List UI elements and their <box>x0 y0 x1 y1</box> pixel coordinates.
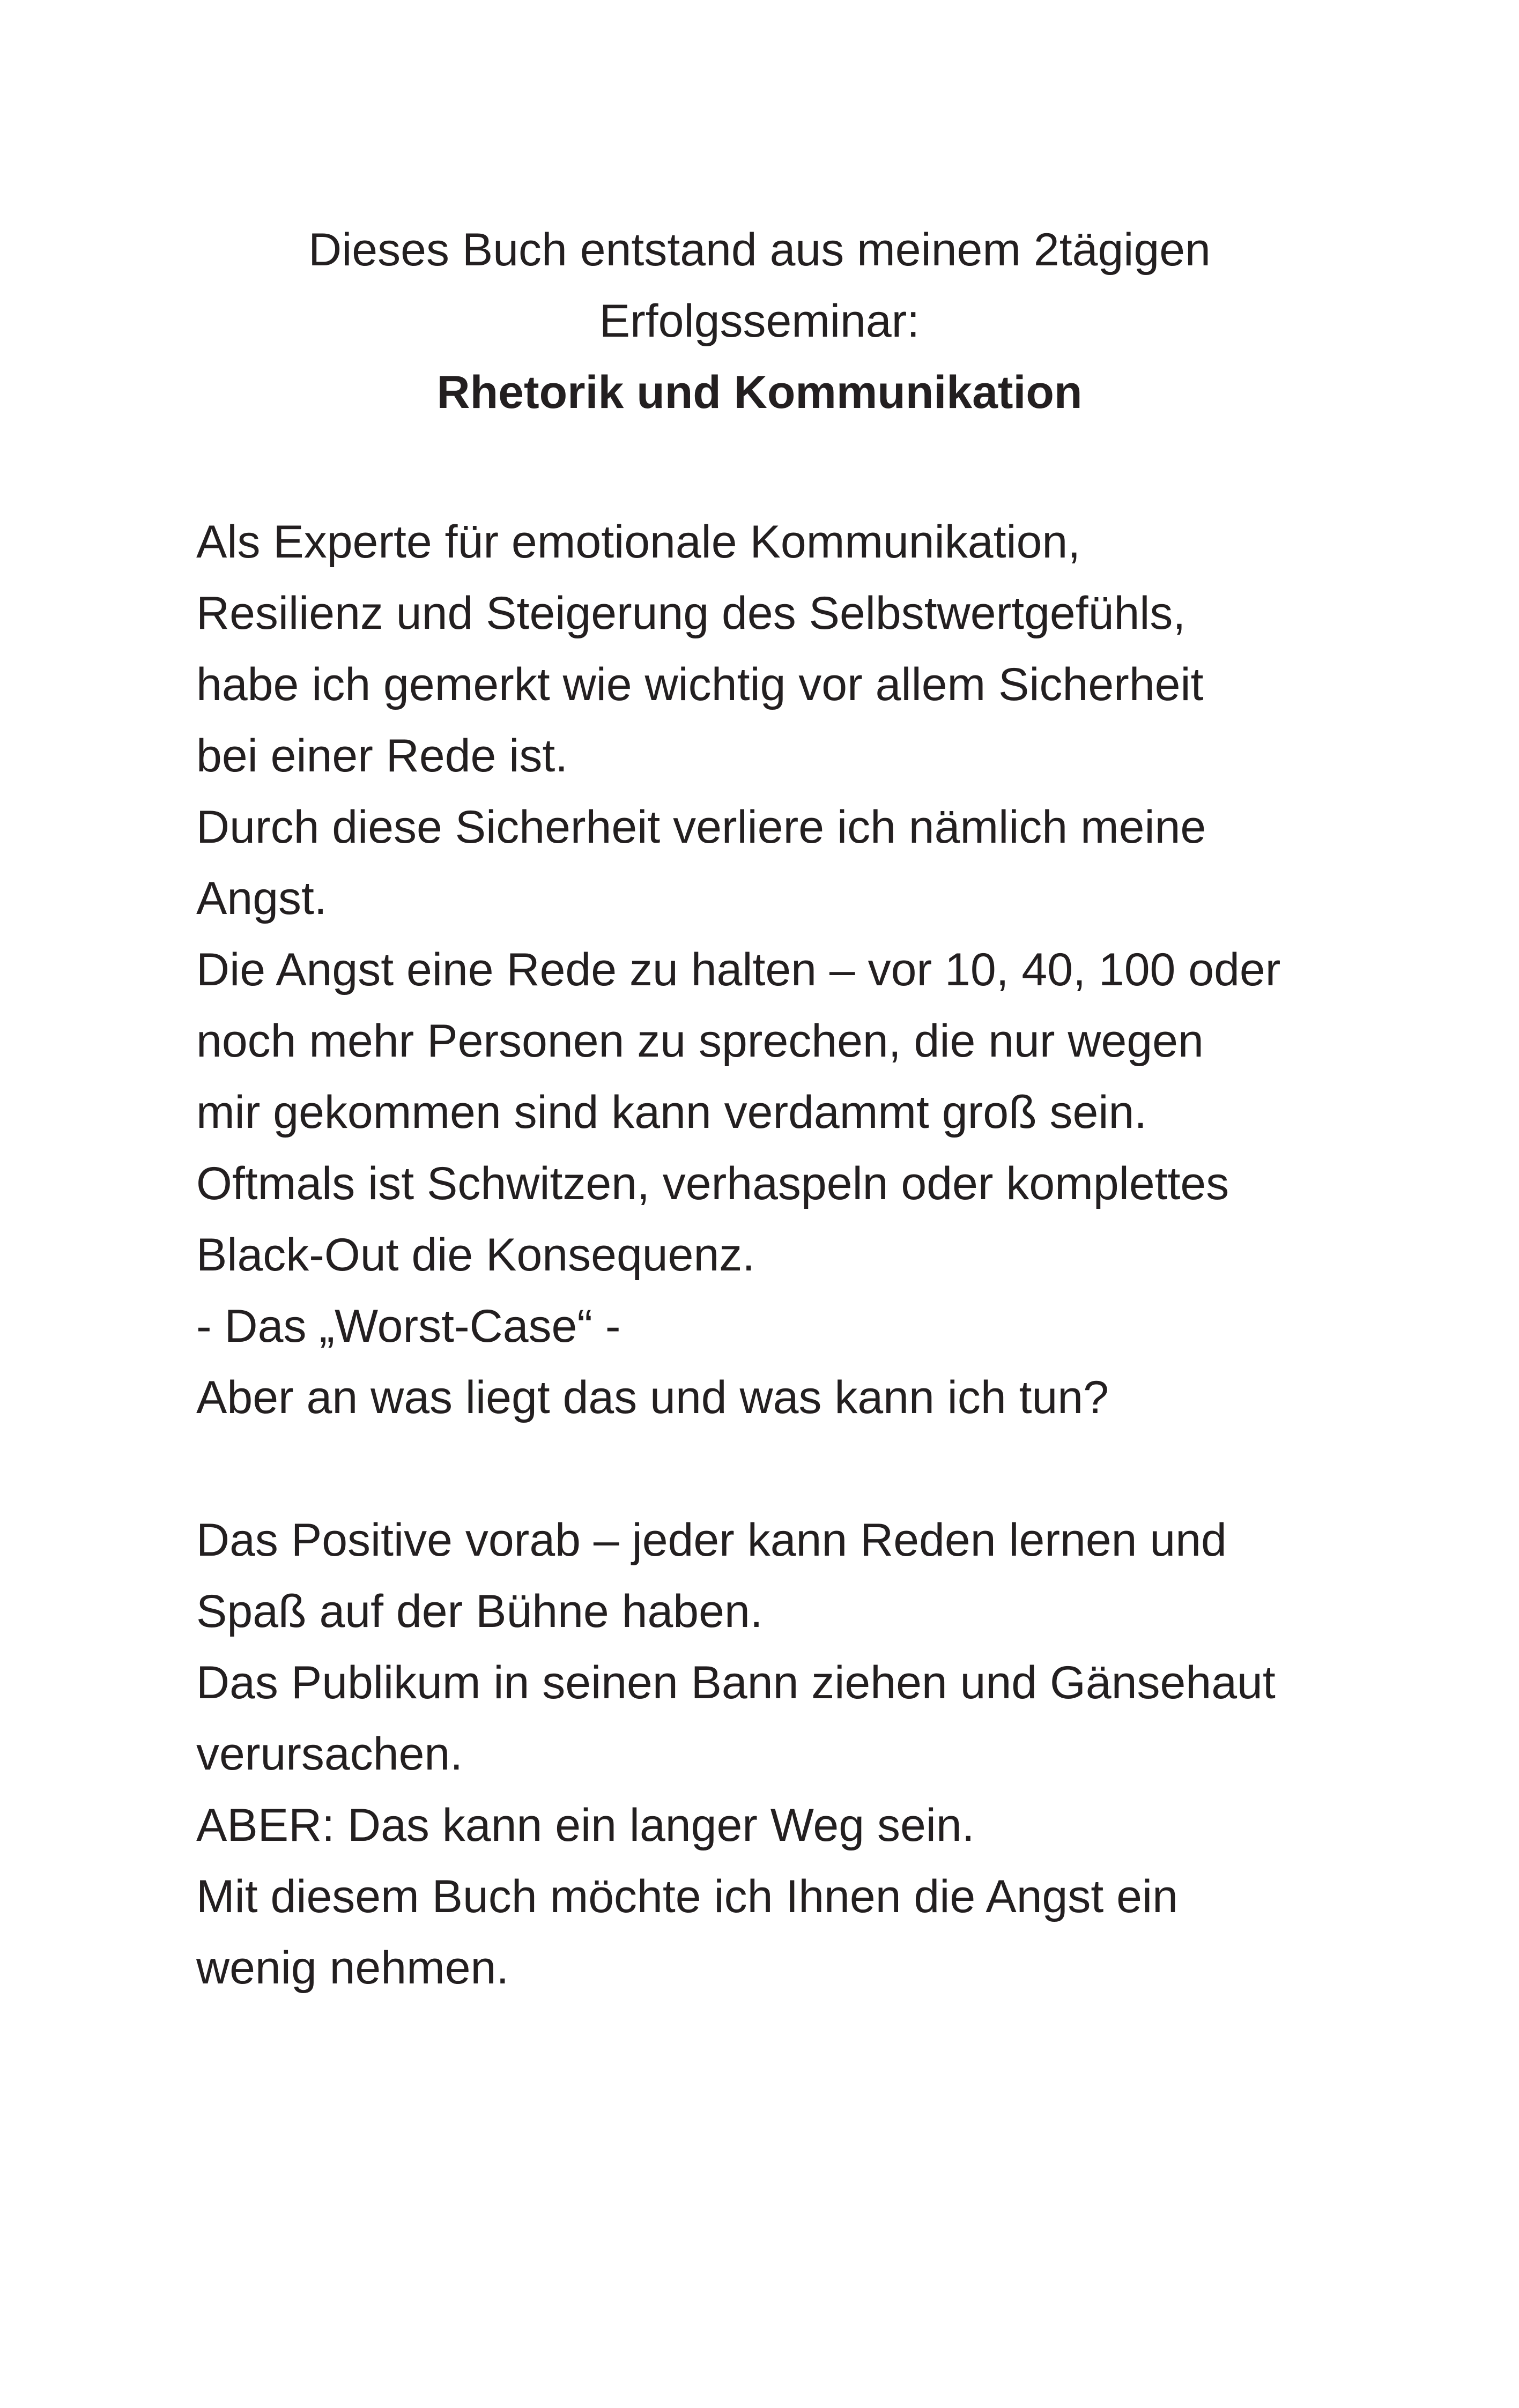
intro-line-2: Erfolgsseminar: <box>599 295 920 347</box>
text-line: - Das „Worst-Case“ - <box>196 1300 621 1352</box>
text-line: Als Experte für emotionale Kommunikation, <box>196 516 1081 568</box>
main-text <box>196 507 1403 2004</box>
seminar-title: Rhetorik und Kommunikation <box>436 367 1083 418</box>
text-line: bei einer Rede ist. <box>196 730 568 782</box>
text-line: verursachen. <box>196 1728 463 1780</box>
paragraph-gap <box>196 1433 1403 1505</box>
text-line: Die Angst eine Rede zu halten – vor 10, 40, 100 oder <box>196 944 1281 995</box>
text-line: noch mehr Personen zu sprechen, die nur wegen <box>196 1015 1204 1067</box>
text-line: Das Publikum in seinen Bann ziehen und Gänsehaut <box>196 1657 1276 1708</box>
text-line: mir gekommen sind kann verdammt groß sein. <box>196 1087 1147 1138</box>
text-line: Oftmals ist Schwitzen, verhaspeln oder komplettes <box>196 1158 1229 1209</box>
text-line: Das Positive vorab – jeder kann Reden lernen und <box>196 1514 1227 1566</box>
intro-block <box>0 214 1519 428</box>
paragraph-2 <box>196 1505 1403 2004</box>
text-line: Angst. <box>196 873 327 924</box>
text-line: Durch diese Sicherheit verliere ich nämlich meine <box>196 801 1206 853</box>
text-line: Spaß auf der Bühne haben. <box>196 1586 763 1637</box>
text-line: wenig nehmen. <box>196 1942 509 1994</box>
text-line: Aber an was liegt das und was kann ich tun? <box>196 1372 1109 1423</box>
text-line: ABER: Das kann ein langer Weg sein. <box>196 1800 975 1851</box>
text-line: Black-Out die Konsequenz. <box>196 1229 755 1281</box>
paragraph-1 <box>196 507 1403 1433</box>
intro-line-1: Dieses Buch entstand aus meinem 2tägigen <box>308 224 1211 276</box>
text-line: Resilienz und Steigerung des Selbstwertgefühls, <box>196 588 1186 639</box>
text-line: Mit diesem Buch möchte ich Ihnen die Angst ein <box>196 1871 1178 1922</box>
text-line: habe ich gemerkt wie wichtig vor allem Sicherheit <box>196 659 1204 710</box>
